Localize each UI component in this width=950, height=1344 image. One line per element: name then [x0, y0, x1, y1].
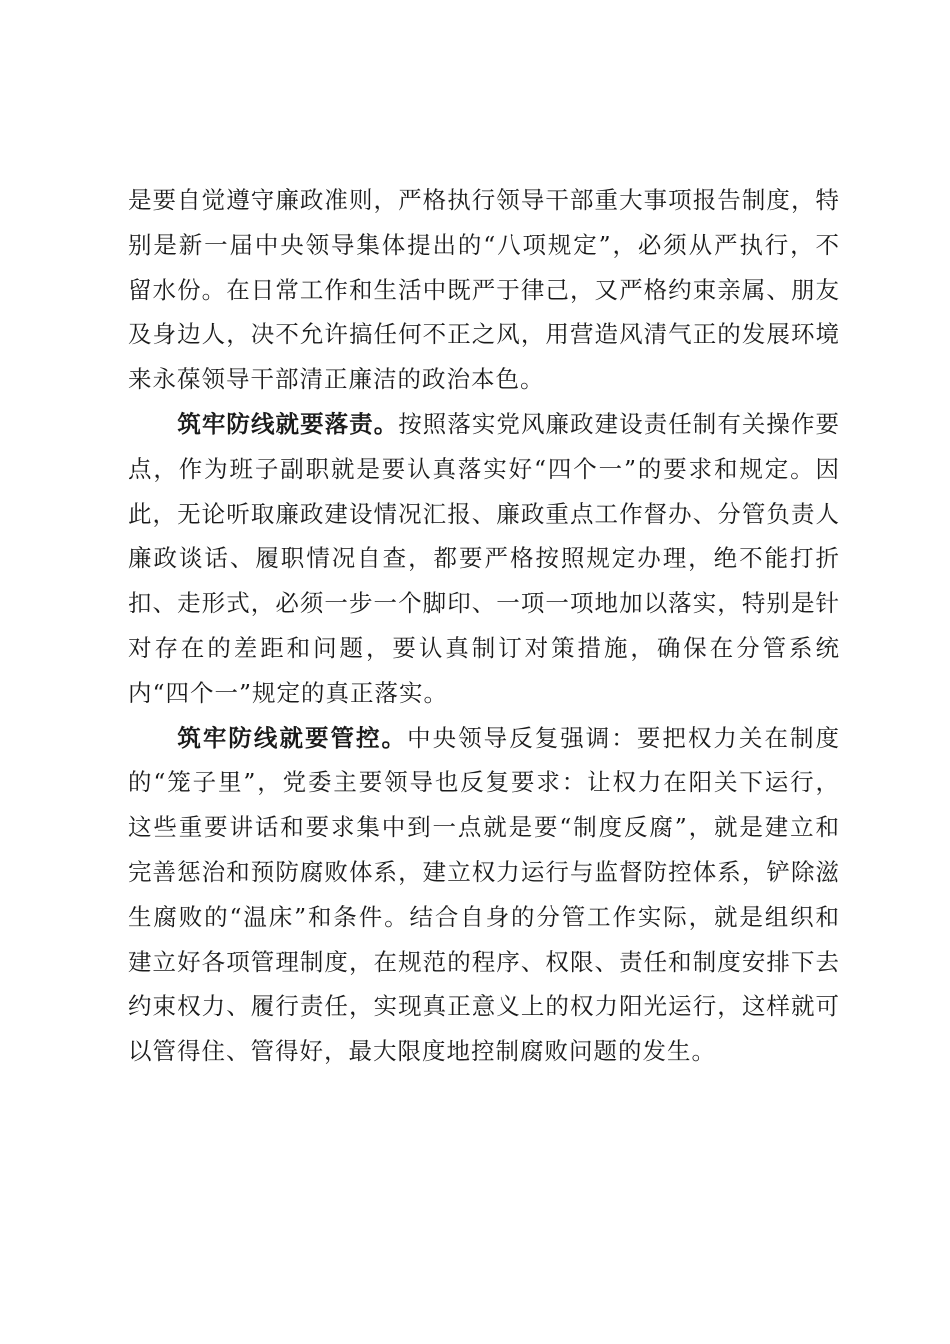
paragraph-text: 按照落实党风廉政建设责任制有关操作要点，作为班子副职就是要认真落实好“四个一”的要求和规定。因此，无论听取廉政建设情况汇报、廉政重点工作督办、分管负责人廉政谈话、履职情况自查，都要严格按照规定办理，绝不能打折扣、走形式，必须一步一个脚印、一项一项地加以落实，特别是针对存在的差距和问题，要认真制订对策措施，确保在分管系统内“四个一”规定的真正落实。	[128, 409, 841, 707]
paragraph-text: 中央领导反复强调：要把权力关在制度的“笼子里”，党委主要领导也反复要求：让权力在阳关下运行，这些重要讲话和要求集中到一点就是要“制度反腐”，就是建立和完善惩治和预防腐败体系，建立权力运行与监督防控体系，铲除滋生腐败的“温床”和条件。结合自身的分管工作实际，就是组织和建立好各项管理制度，在规范的程序、权限、责任和制度安排下去约束权力、履行责任，实现真正意义上的权力阳光运行，这样就可以管得住、管得好，最大限度地控制腐败问题的发生。	[128, 723, 841, 1066]
paragraph-accountability	[128, 402, 840, 716]
paragraph-continuation	[128, 178, 840, 402]
paragraph-lead-heading: 筑牢防线就要管控。	[177, 723, 408, 752]
paragraph-text: 是要自觉遵守廉政准则，严格执行领导干部重大事项报告制度，特别是新一届中央领导集体提出的“八项规定”，必须从严执行，不留水份。在日常工作和生活中既严于律己，又严格约束亲属、朋友及身边人，决不允许搞任何不正之风，用营造风清气正的发展环境来永葆领导干部清正廉洁的政治本色。	[128, 186, 840, 394]
document-page	[128, 178, 840, 1074]
paragraph-control	[128, 716, 840, 1074]
paragraph-lead-heading: 筑牢防线就要落责。	[177, 409, 399, 438]
